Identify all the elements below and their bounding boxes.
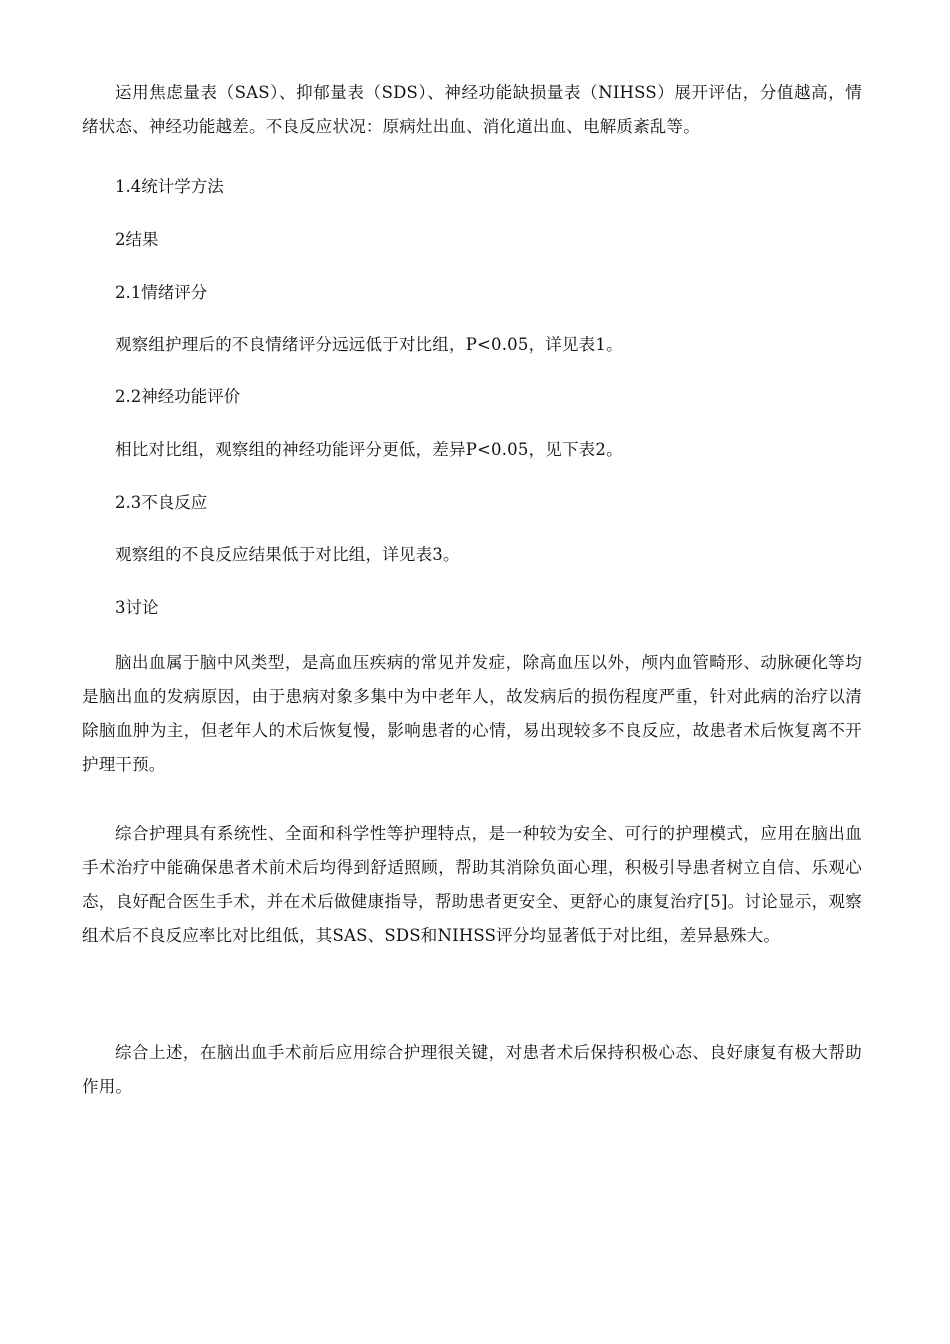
paragraph-2-1: 观察组护理后的不良情绪评分远远低于对比组，P<0.05，详见表1。 [115, 335, 623, 354]
heading-2-1-emotion-score: 2.1情绪评分 [115, 283, 208, 302]
heading-3-discussion: 3讨论 [115, 598, 159, 617]
heading-2-2-neuro-function: 2.2神经功能评价 [115, 387, 241, 406]
heading-2-results: 2结果 [115, 230, 159, 249]
heading-1-4-statistics: 1.4统计学方法 [115, 177, 224, 196]
paragraph-assessment-scales: 运用焦虑量表（SAS）、抑郁量表（SDS）、神经功能缺损量表（NIHSS）展开评估，分值越高，情绪状态、神经功能越差。不良反应状况：原病灶出血、消化道出血、电解质紊乱等。 [82, 83, 862, 136]
paragraph-3-discussion-b: 综合护理具有系统性、全面和科学性等护理特点，是一种较为安全、可行的护理模式，应用在脑出血手术治疗中能确保患者术前术后均得到舒适照顾，帮助其消除负面心理，积极引导患者树立自信、乐观心态，良好配合医生手术，并在术后做健康指导，帮助患者更安全、更舒心的康复治疗[5]。讨论显示，观察组术后不良反应率比对比组低，其SAS、SDS和NIHSS评分均显著低于对比组，差异悬殊大。 [82, 824, 862, 945]
paragraph-3-conclusion: 综合上述，在脑出血手术前后应用综合护理很关键，对患者术后保持积极心态、良好康复有极大帮助作用。 [82, 1043, 862, 1096]
paragraph-2-3: 观察组的不良反应结果低于对比组，详见表3。 [115, 545, 460, 564]
paragraph-2-2: 相比对比组，观察组的神经功能评分更低，差异P<0.05，见下表2。 [115, 440, 623, 459]
paragraph-3-discussion-a: 脑出血属于脑中风类型，是高血压疾病的常见并发症，除高血压以外，颅内血管畸形、动脉硬化等均是脑出血的发病原因，由于患病对象多集中为中老年人，故发病后的损伤程度严重，针对此病的治疗以清除脑血肿为主，但老年人的术后恢复慢，影响患者的心情，易出现较多不良反应，故患者术后恢复离不开护理干预。 [82, 653, 862, 774]
heading-2-3-adverse-reactions: 2.3不良反应 [115, 493, 208, 512]
